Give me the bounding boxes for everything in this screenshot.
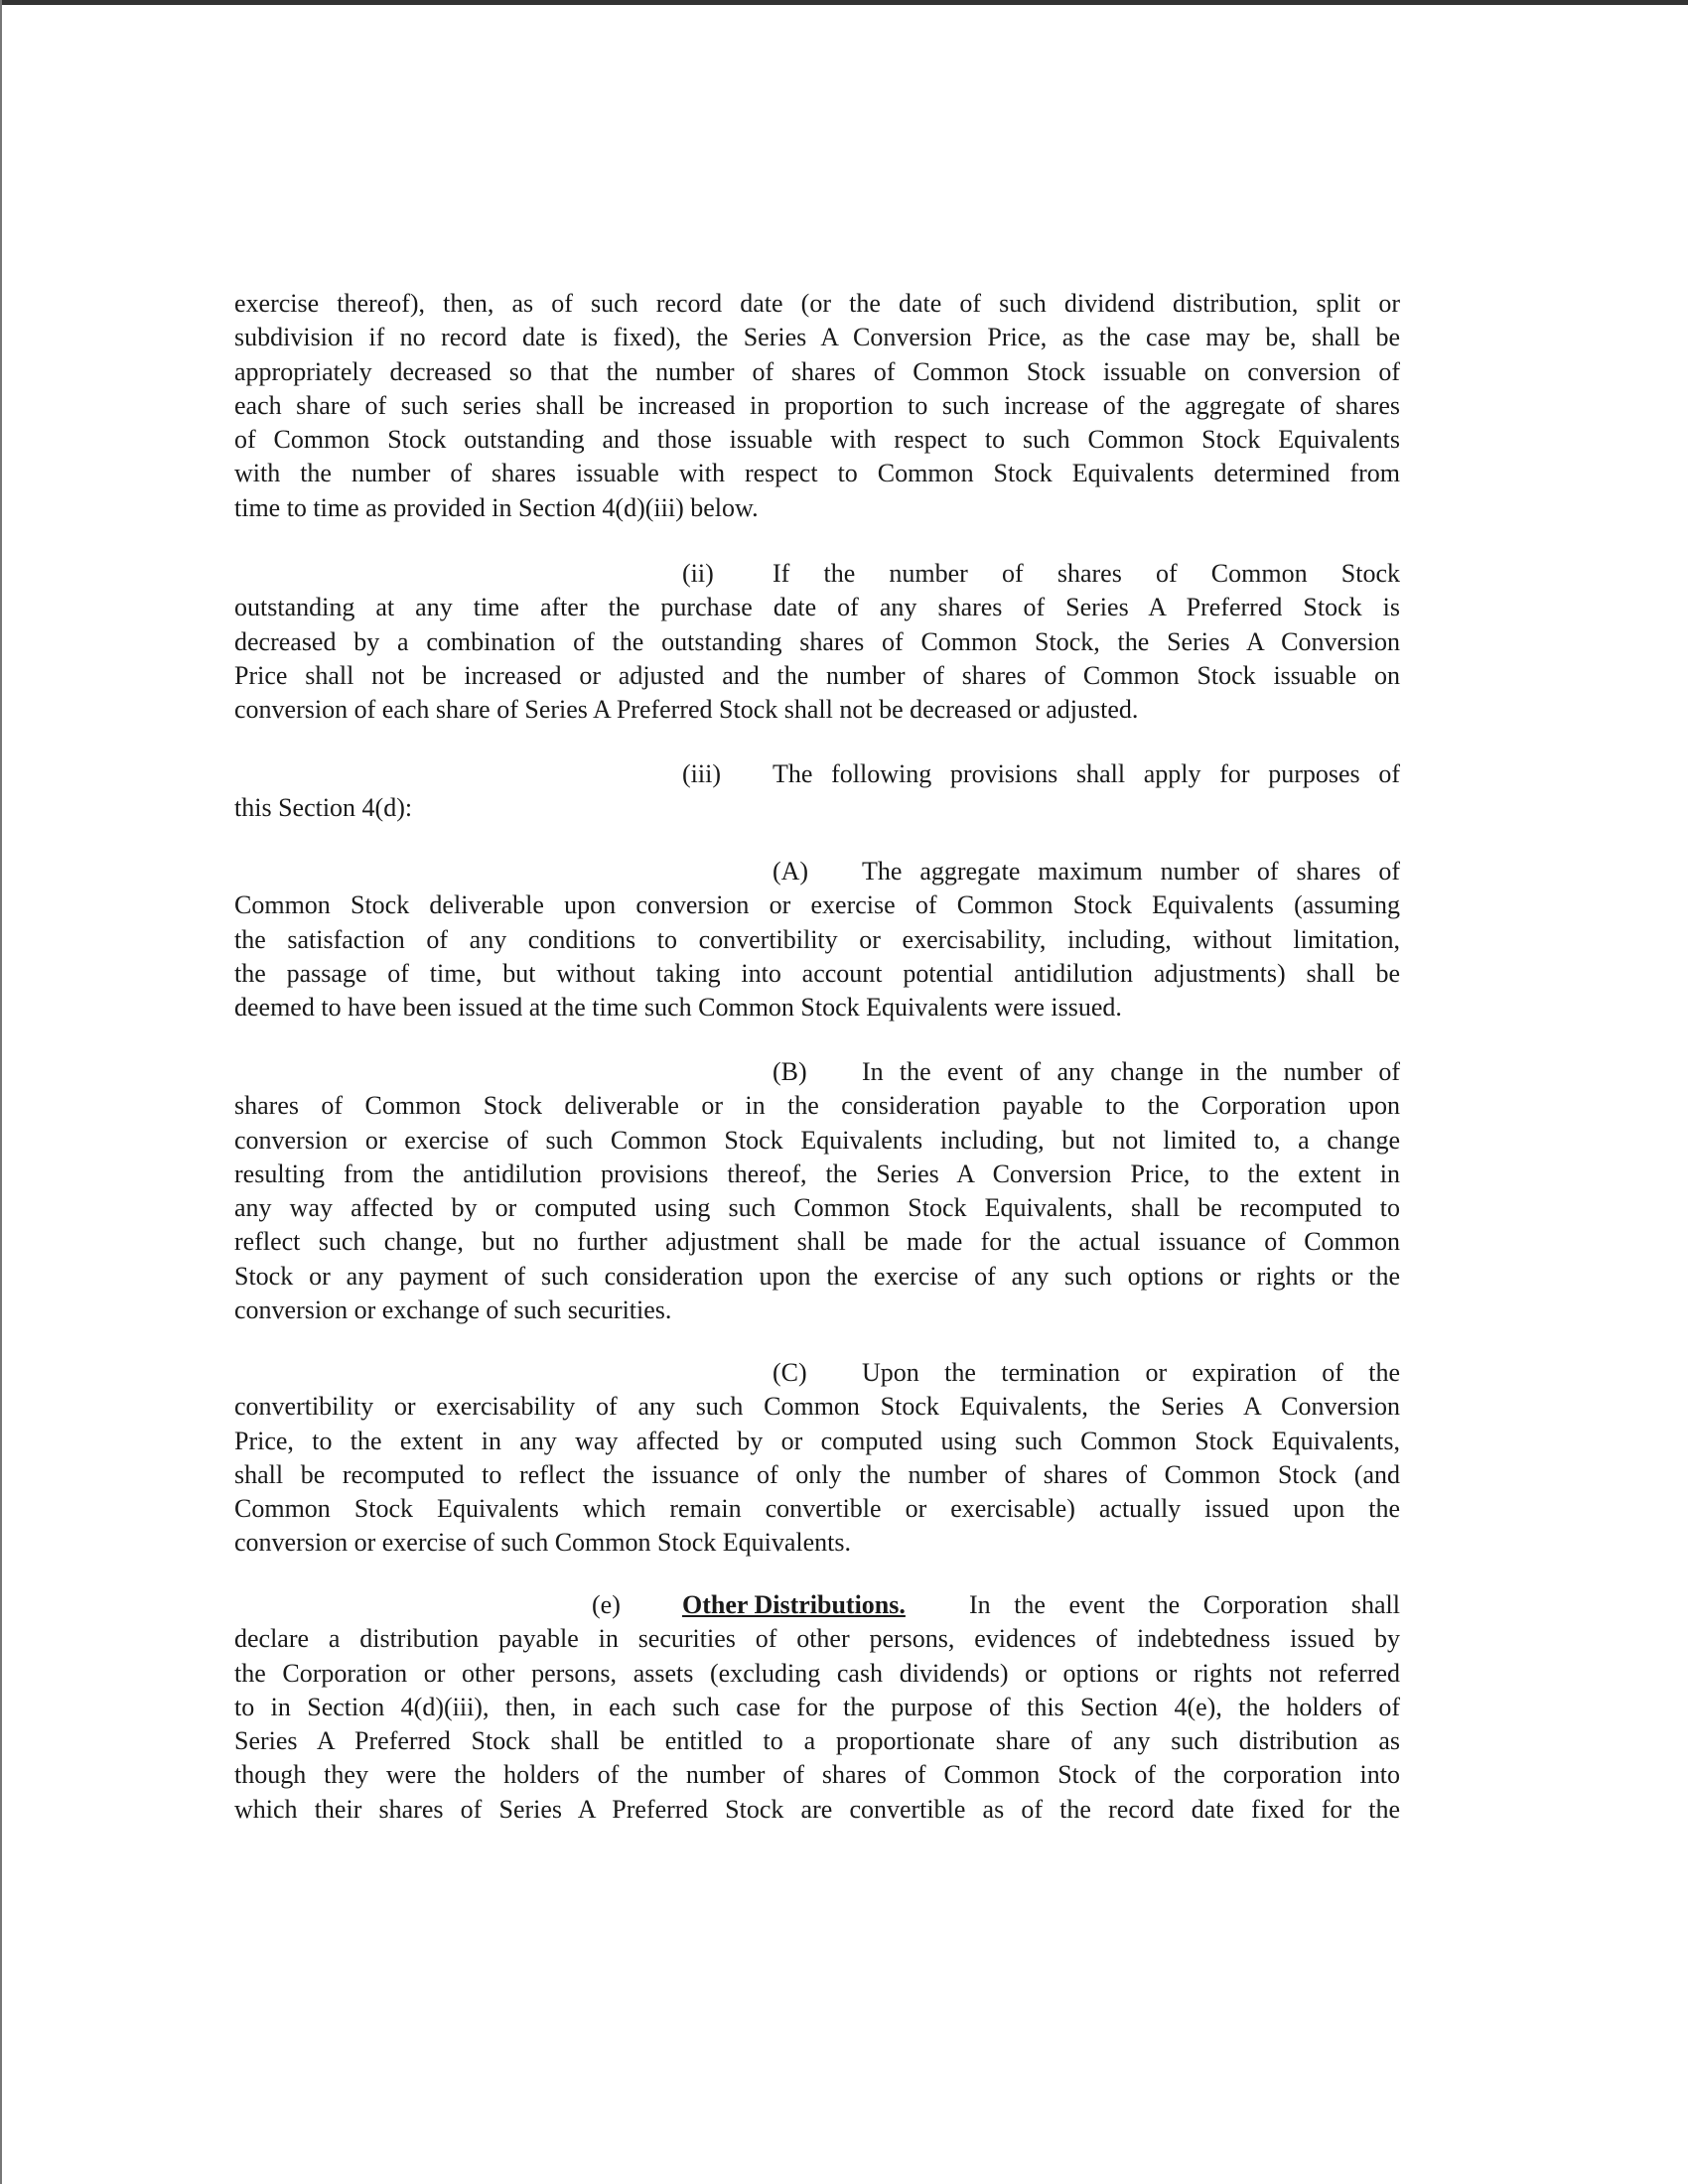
first-line	[234, 855, 1400, 888]
text-line: Common Stock deliverable upon conversion or exercise of Common Stock Equivalents (assuming	[234, 890, 1400, 920]
paragraph-iii	[234, 757, 1400, 826]
text-line: Series A Preferred Stock shall be entitled to a proportionate share of any such distribution as	[234, 1726, 1400, 1756]
text-line: the passage of time, but without taking into account potential antidilution adjustments) shall be	[234, 958, 1400, 988]
text-line: shall be recomputed to reflect the issuance of only the number of shares of Common Stock (and	[234, 1459, 1400, 1489]
section-label: (e)	[592, 1590, 621, 1619]
clause-label: (B)	[773, 1057, 807, 1086]
text-line: the satisfaction of any conditions to convertibility or exercisability, including, without limitation,	[234, 924, 1400, 954]
text-line: outstanding at any time after the purchase date of any shares of Series A Preferred Stock is	[234, 593, 1400, 622]
first-line	[234, 557, 1400, 591]
scan-left-edge	[0, 0, 2, 2184]
clause-label: (C)	[773, 1358, 807, 1387]
clause-label: (iii)	[682, 759, 721, 788]
text-line: In the event of any change in the number of	[862, 1057, 1400, 1086]
text-line: though they were the holders of the number of shares of Common Stock of the corporation into	[234, 1760, 1400, 1790]
text-line: Stock or any payment of such consideration upon the exercise of any such options or rights or the	[234, 1261, 1400, 1291]
text-line: The aggregate maximum number of shares of	[862, 857, 1400, 886]
text-line: Upon the termination or expiration of the	[862, 1358, 1400, 1387]
text-line: conversion of each share of Series A Preferred Stock shall not be decreased or adjusted.	[234, 695, 1139, 725]
text-line: to in Section 4(d)(iii), then, in each such case for the purpose of this Section 4(e), the holders of	[234, 1692, 1400, 1721]
text-line: conversion or exchange of such securities.	[234, 1296, 672, 1325]
text-line: with the number of shares issuable with respect to Common Stock Equivalents determined from	[234, 459, 1400, 488]
text-line: Price, to the extent in any way affected by or computed using such Common Stock Equivalents,	[234, 1426, 1400, 1455]
text-line: declare a distribution payable in securities of other persons, evidences of indebtedness issued by	[234, 1624, 1400, 1654]
text-line: the Corporation or other persons, assets (excluding cash dividends) or options or rights not referred	[234, 1658, 1400, 1688]
text-line: The following provisions shall apply for purposes of	[773, 759, 1400, 788]
text-line: any way affected by or computed using such Common Stock Equivalents, shall be recomputed to	[234, 1193, 1400, 1223]
paragraph-B	[234, 1055, 1400, 1327]
text-line: of Common Stock outstanding and those issuable with respect to such Common Stock Equivalents	[234, 425, 1400, 455]
text-line: shares of Common Stock deliverable or in the consideration payable to the Corporation upon	[234, 1091, 1400, 1121]
text-line: resulting from the antidilution provisions thereof, the Series A Conversion Price, to the extent in	[234, 1159, 1400, 1188]
text-line: In the event the Corporation shall	[969, 1590, 1400, 1619]
text-line: deemed to have been issued at the time such Common Stock Equivalents were issued.	[234, 993, 1122, 1023]
text-line: time to time as provided in Section 4(d)(iii) below.	[234, 492, 759, 522]
paragraph-A	[234, 855, 1400, 1024]
text-line: which their shares of Series A Preferred Stock are convertible as of the record date fixed for the	[234, 1794, 1400, 1824]
paragraph-e-other-distributions	[234, 1588, 1400, 1827]
text-line: Price shall not be increased or adjusted and the number of shares of Common Stock issuable on	[234, 660, 1400, 690]
first-line	[234, 1055, 1400, 1089]
first-line	[234, 757, 1400, 791]
text-line: conversion or exercise of such Common Stock Equivalents including, but not limited to, a change	[234, 1125, 1400, 1155]
text-line: Common Stock Equivalents which remain convertible or exercisable) actually issued upon the	[234, 1494, 1400, 1524]
first-line	[234, 1356, 1400, 1390]
text-line: this Section 4(d):	[234, 793, 413, 823]
text-line: subdivision if no record date is fixed), the Series A Conversion Price, as the case may be, shall be	[234, 323, 1400, 352]
text-line: each share of such series shall be increased in proportion to such increase of the aggregate of shares	[234, 390, 1400, 420]
section-heading: Other Distributions.	[682, 1590, 906, 1619]
paragraph-ii	[234, 557, 1400, 727]
paragraph-C	[234, 1356, 1400, 1561]
text-line: convertibility or exercisability of any such Common Stock Equivalents, the Series A Conversion	[234, 1392, 1400, 1422]
first-line	[234, 1588, 1400, 1622]
text-line: exercise thereof), then, as of such record date (or the date of such dividend distribution, split or	[234, 289, 1400, 318]
paragraph-conversion-price-decrease	[234, 287, 1400, 525]
text-line: appropriately decreased so that the number of shares of Common Stock issuable on conversion of	[234, 356, 1400, 386]
clause-label: (A)	[773, 857, 809, 886]
scan-top-edge	[0, 0, 1688, 5]
text-line: reflect such change, but no further adjustment shall be made for the actual issuance of Common	[234, 1227, 1400, 1257]
text-line: conversion or exercise of such Common Stock Equivalents.	[234, 1528, 851, 1558]
text-line: If the number of shares of Common Stock	[773, 559, 1400, 588]
text-line: decreased by a combination of the outstanding shares of Common Stock, the Series A Conversion	[234, 626, 1400, 656]
clause-label: (ii)	[682, 559, 714, 588]
